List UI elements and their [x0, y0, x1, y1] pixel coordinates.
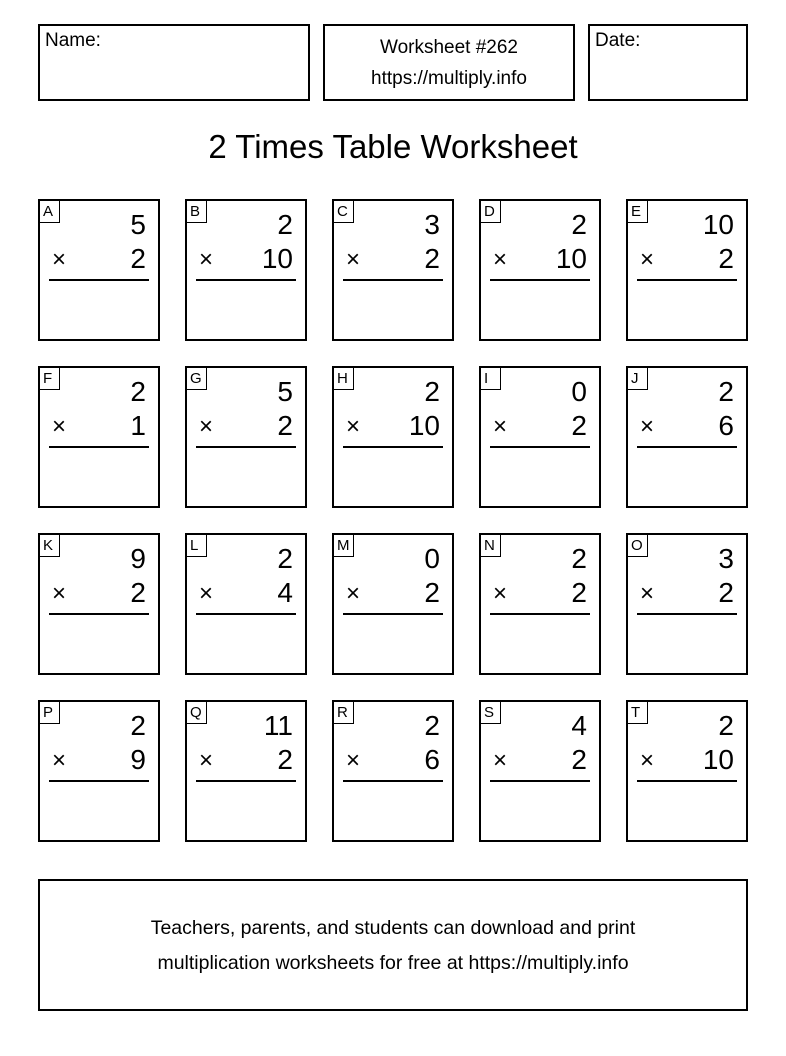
multiplicand: 2: [277, 543, 293, 574]
answer-line: [343, 446, 443, 448]
problem-letter: G: [187, 368, 207, 390]
problem-card[interactable]: [626, 533, 748, 675]
multiplicand: 2: [571, 209, 587, 240]
multiplier: 2: [277, 410, 293, 441]
answer-line: [49, 279, 149, 281]
multiplier: 2: [424, 243, 440, 274]
times-icon: ×: [493, 246, 508, 273]
times-icon: ×: [346, 580, 361, 607]
times-icon: ×: [199, 246, 214, 273]
multiplier: 10: [408, 410, 440, 441]
problem-card[interactable]: [479, 533, 601, 675]
times-icon: ×: [640, 413, 655, 440]
answer-line: [637, 279, 737, 281]
problem-letter: L: [187, 535, 207, 557]
problem-card[interactable]: [332, 366, 454, 508]
answer-line: [343, 279, 443, 281]
times-icon: ×: [346, 246, 361, 273]
multiplier: 10: [555, 243, 587, 274]
multiplicand: 0: [424, 543, 440, 574]
times-icon: ×: [640, 580, 655, 607]
multiplier: 9: [130, 744, 146, 775]
multiplicand: 5: [130, 209, 146, 240]
multiplier: 2: [571, 577, 587, 608]
date-label: Date:: [595, 30, 641, 51]
problem-letter: A: [40, 201, 60, 223]
problem-letter: T: [628, 702, 648, 724]
date-box[interactable]: [588, 24, 748, 101]
times-icon: ×: [640, 246, 655, 273]
multiplicand: 2: [718, 710, 734, 741]
times-icon: ×: [493, 413, 508, 440]
multiplier: 2: [130, 577, 146, 608]
multiplier: 2: [424, 577, 440, 608]
worksheet-info-box: [323, 24, 575, 101]
problem-card[interactable]: [626, 700, 748, 842]
problem-letter: R: [334, 702, 354, 724]
answer-line: [490, 613, 590, 615]
footer-box: [38, 879, 748, 1011]
answer-line: [343, 613, 443, 615]
problem-card[interactable]: [185, 700, 307, 842]
multiplicand: 2: [130, 710, 146, 741]
problem-letter: J: [628, 368, 648, 390]
multiplier: 2: [130, 243, 146, 274]
footer-line-2: multiplication worksheets for free at https://multiply.info: [157, 952, 629, 974]
times-icon: ×: [52, 580, 67, 607]
times-icon: ×: [52, 747, 67, 774]
answer-line: [196, 279, 296, 281]
multiplier: 4: [277, 577, 293, 608]
answer-line: [490, 780, 590, 782]
times-icon: ×: [346, 747, 361, 774]
multiplier: 2: [718, 577, 734, 608]
problem-letter: N: [481, 535, 501, 557]
footer-line-1: Teachers, parents, and students can download and print: [150, 917, 636, 939]
problem-letter: H: [334, 368, 354, 390]
answer-line: [196, 613, 296, 615]
multiplier: 6: [424, 744, 440, 775]
times-icon: ×: [640, 747, 655, 774]
name-box[interactable]: [38, 24, 310, 101]
problem-card[interactable]: [626, 199, 748, 341]
times-icon: ×: [199, 413, 214, 440]
times-icon: ×: [52, 246, 67, 273]
answer-line: [637, 613, 737, 615]
problem-card[interactable]: [332, 533, 454, 675]
problem-card[interactable]: [479, 700, 601, 842]
multiplier: 10: [261, 243, 293, 274]
problem-card[interactable]: [332, 700, 454, 842]
times-icon: ×: [346, 413, 361, 440]
answer-line: [490, 446, 590, 448]
problem-card[interactable]: [479, 366, 601, 508]
problem-letter: B: [187, 201, 207, 223]
times-icon: ×: [199, 747, 214, 774]
multiplicand: 0: [571, 376, 587, 407]
worksheet-number: Worksheet #262: [379, 37, 518, 58]
multiplicand: 5: [277, 376, 293, 407]
answer-line: [490, 279, 590, 281]
multiplier: 2: [571, 410, 587, 441]
answer-line: [49, 446, 149, 448]
problem-card[interactable]: [185, 366, 307, 508]
problem-letter: S: [481, 702, 501, 724]
answer-line: [343, 780, 443, 782]
multiplicand: 3: [718, 543, 734, 574]
page-title: 2 Times Table Worksheet: [208, 128, 578, 165]
problem-card[interactable]: [38, 366, 160, 508]
answer-line: [49, 780, 149, 782]
answer-line: [637, 780, 737, 782]
answer-line: [196, 446, 296, 448]
multiplicand: 4: [571, 710, 587, 741]
problem-card[interactable]: [185, 533, 307, 675]
multiplier: 2: [718, 243, 734, 274]
multiplicand: 2: [424, 376, 440, 407]
multiplicand: 9: [130, 543, 146, 574]
multiplier: 2: [571, 744, 587, 775]
problem-letter: M: [334, 535, 354, 557]
multiplicand: 2: [571, 543, 587, 574]
times-icon: ×: [52, 413, 67, 440]
times-icon: ×: [493, 747, 508, 774]
times-icon: ×: [493, 580, 508, 607]
multiplicand: 2: [130, 376, 146, 407]
multiplier: 6: [718, 410, 734, 441]
multiplier: 2: [277, 744, 293, 775]
problem-card[interactable]: [332, 199, 454, 341]
problem-card[interactable]: [38, 199, 160, 341]
answer-line: [196, 780, 296, 782]
answer-line: [637, 446, 737, 448]
problem-letter: P: [40, 702, 60, 724]
multiplicand: 3: [424, 209, 440, 240]
problem-letter: I: [481, 368, 501, 390]
name-label: Name:: [45, 30, 101, 51]
multiplicand: 2: [424, 710, 440, 741]
multiplicand: 10: [702, 209, 734, 240]
multiplicand: 2: [277, 209, 293, 240]
times-icon: ×: [199, 580, 214, 607]
multiplier: 1: [130, 410, 146, 441]
problem-letter: K: [40, 535, 60, 557]
problem-card[interactable]: [38, 533, 160, 675]
problem-letter: F: [40, 368, 60, 390]
worksheet-url: https://multiply.info: [371, 68, 527, 89]
multiplier: 10: [702, 744, 734, 775]
multiplicand: 11: [263, 710, 293, 741]
multiplicand: 2: [718, 376, 734, 407]
problem-letter: E: [628, 201, 648, 223]
problem-letter: Q: [187, 702, 207, 724]
problem-card[interactable]: [479, 199, 601, 341]
problem-letter: D: [481, 201, 501, 223]
problem-card[interactable]: [38, 700, 160, 842]
answer-line: [49, 613, 149, 615]
problem-letter: O: [628, 535, 648, 557]
problem-card[interactable]: [626, 366, 748, 508]
problem-letter: C: [334, 201, 354, 223]
problem-card[interactable]: [185, 199, 307, 341]
